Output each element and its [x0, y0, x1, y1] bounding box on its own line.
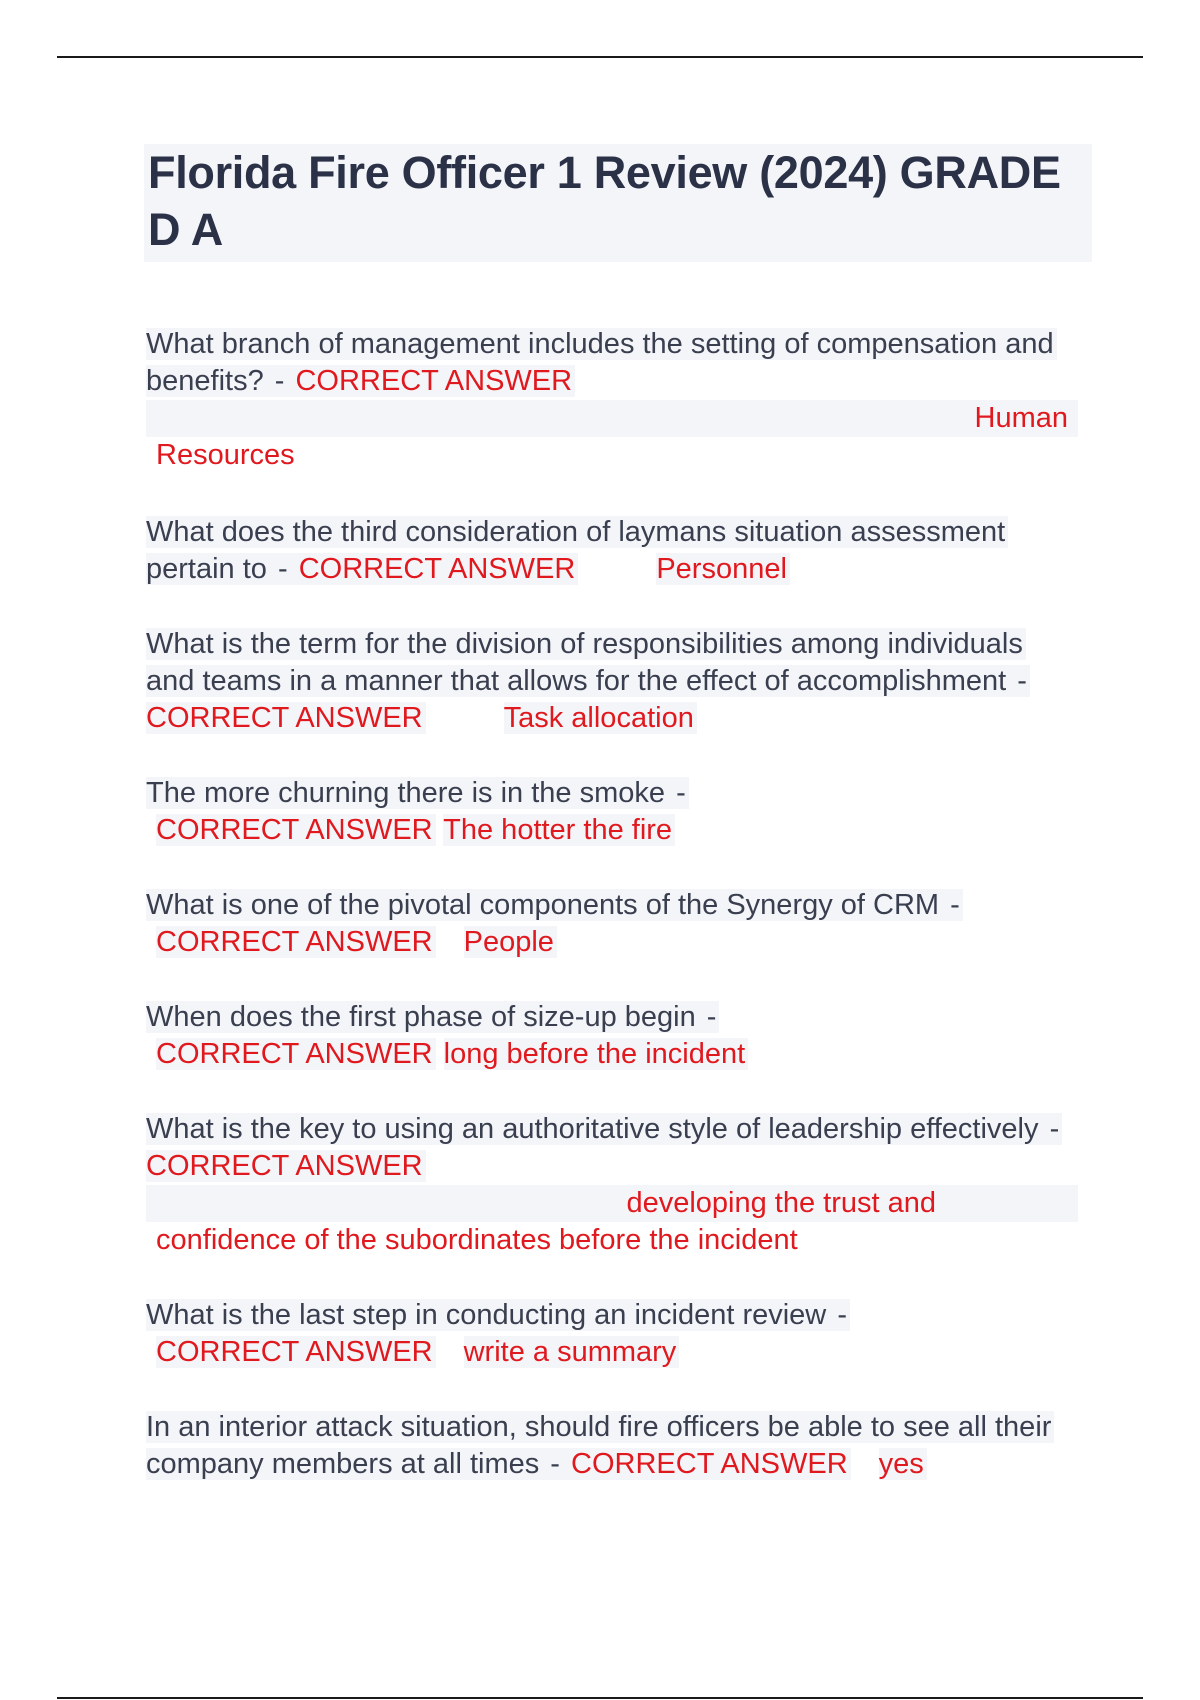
document-title: Florida Fire Officer 1 Review (2024) GRADED A [148, 147, 1061, 255]
answer-label: CORRECT ANSWER [146, 1150, 426, 1182]
answer-text: The hotter the fire [443, 814, 675, 846]
answer-label: CORRECT ANSWER [146, 702, 426, 734]
answer-text: developing the trust and [146, 1185, 1078, 1222]
qa-item [146, 1409, 1078, 1483]
qa-item [146, 326, 1078, 474]
title-block [144, 144, 1092, 262]
qa-item [146, 514, 1078, 588]
answer-label: CORRECT ANSWER [156, 814, 436, 846]
question-text: The more churning there is in the smoke [146, 777, 668, 809]
bottom-rule [57, 1697, 1143, 1699]
separator: - [668, 777, 689, 809]
top-rule [57, 56, 1143, 58]
separator: - [942, 889, 963, 921]
separator: - [1009, 665, 1030, 697]
answer-text: long before the incident [444, 1038, 749, 1070]
question-text: What is one of the pivotal components of the Synergy of CRM [146, 889, 942, 921]
answer-label: CORRECT ANSWER [156, 926, 436, 958]
qa-item [146, 626, 1078, 737]
answer-text: Personnel [656, 553, 790, 585]
question-text: When does the first phase of size-up begin [146, 1001, 699, 1033]
question-text: In an interior attack situation, should fire officers be able to see all their company members at all times [146, 1411, 1054, 1480]
separator: - [1042, 1113, 1063, 1145]
answer-text: confidence of the subordinates before the incident [156, 1224, 798, 1256]
question-text: What is the key to using an authoritative style of leadership effectively [146, 1113, 1042, 1145]
separator: - [270, 553, 299, 585]
answer-text: Human [146, 400, 1078, 437]
question-text: What does the third consideration of laymans situation assessment pertain to [146, 516, 1008, 585]
answer-label: CORRECT ANSWER [295, 365, 575, 397]
separator: - [699, 1001, 720, 1033]
answer-label: CORRECT ANSWER [156, 1336, 436, 1368]
qa-item [146, 775, 1078, 849]
answer-label: CORRECT ANSWER [156, 1038, 436, 1070]
answer-text: yes [879, 1448, 927, 1480]
separator: - [542, 1448, 571, 1480]
answer-text: write a summary [464, 1336, 680, 1368]
answer-label: CORRECT ANSWER [299, 553, 579, 585]
qa-list [146, 326, 1078, 1483]
question-text: What is the last step in conducting an incident review [146, 1299, 829, 1331]
answer-label: CORRECT ANSWER [571, 1448, 851, 1480]
qa-item [146, 1297, 1078, 1371]
question-text: What branch of management includes the setting of compensation and benefits? [146, 328, 1057, 397]
answer-text: People [464, 926, 557, 958]
answer-text: Task allocation [504, 702, 697, 734]
qa-item [146, 887, 1078, 961]
answer-text: Resources [156, 439, 295, 471]
separator: - [829, 1299, 850, 1331]
qa-item [146, 999, 1078, 1073]
separator: - [267, 365, 296, 397]
question-text: What is the term for the division of responsibilities among individuals and teams in a manner that allows for the effect of accomplishment [146, 628, 1026, 697]
qa-item [146, 1111, 1078, 1259]
